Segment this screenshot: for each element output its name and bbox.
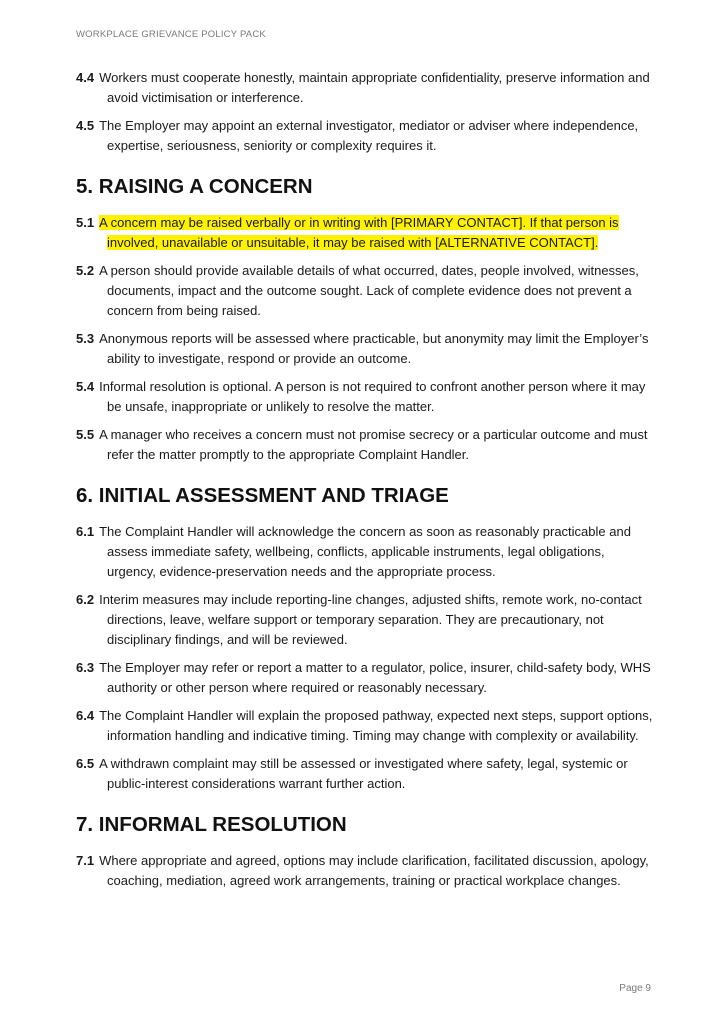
clause-number: 4.5 xyxy=(76,118,95,133)
clause-number: 5.2 xyxy=(76,263,95,278)
running-header: WORKPLACE GRIEVANCE POLICY PACK xyxy=(76,29,266,40)
clause-text: The Employer may refer or report a matter to a regulator, police, insurer, child-safety body, WHS authority or other person where required or reasonably necessary. xyxy=(99,660,651,695)
clause-text: The Complaint Handler will acknowledge the concern as soon as reasonably practicable and assess immediate safety, wellbeing, conflicts, applicable instruments, legal obligations, urgency, evidence-preservation needs and the appropriate process. xyxy=(99,524,631,579)
section-heading: 6. INITIAL ASSESSMENT AND TRIAGE xyxy=(76,484,449,507)
document-body xyxy=(76,68,654,899)
clause-number: 6.3 xyxy=(76,660,95,675)
clause-6-5 xyxy=(76,754,654,794)
section-initial-assessment-and-triage xyxy=(76,483,654,794)
clause-text: Interim measures may include reporting-line changes, adjusted shifts, remote work, no-contact directions, leave, welfare support or temporary separation. They are precautionary, not disciplinary findings, and will be reviewed. xyxy=(99,592,642,647)
clause-number: 6.1 xyxy=(76,524,95,539)
clause-text: The Employer may appoint an external investigator, mediator or adviser where independence, expertise, seriousness, seniority or complexity requires it. xyxy=(99,118,639,153)
section-heading: 5. RAISING A CONCERN xyxy=(76,175,313,198)
clause-5-4 xyxy=(76,377,654,417)
clause-number: 6.2 xyxy=(76,592,95,607)
section-informal-resolution xyxy=(76,812,654,891)
clause-6-1 xyxy=(76,522,654,582)
clause-number: 6.5 xyxy=(76,756,95,771)
clause-4-5 xyxy=(76,116,654,156)
clause-5-5 xyxy=(76,425,654,465)
clause-5-2 xyxy=(76,261,654,321)
clause-text: A withdrawn complaint may still be assessed or investigated where safety, legal, systemic or public-interest considerations warrant further action. xyxy=(99,756,628,791)
clause-number: 5.4 xyxy=(76,379,95,394)
clause-number: 4.4 xyxy=(76,70,95,85)
highlighted-clause-text: A concern may be raised verbally or in writing with [PRIMARY CONTACT]. If that person is involved, unavailable or unsuitable, it may be raised with [ALTERNATIVE CONTACT]. xyxy=(99,215,619,250)
section-raising-a-concern xyxy=(76,174,654,465)
section-heading: 7. INFORMAL RESOLUTION xyxy=(76,813,347,836)
clause-number: 7.1 xyxy=(76,853,95,868)
clause-text: Informal resolution is optional. A person is not required to confront another person where it may be unsafe, inappropriate or unlikely to resolve the matter. xyxy=(99,379,646,414)
clause-text: Workers must cooperate honestly, maintain appropriate confidentiality, preserve information and avoid victimisation or interference. xyxy=(99,70,650,105)
clause-6-2 xyxy=(76,590,654,650)
clause-text: Anonymous reports will be assessed where practicable, but anonymity may limit the Employer’s ability to investigate, respond or provide an outcome. xyxy=(99,331,649,366)
clause-text: Where appropriate and agreed, options may include clarification, facilitated discussion, apology, coaching, mediation, agreed work arrangements, training or practical workplace changes. xyxy=(99,853,649,888)
clause-number: 5.3 xyxy=(76,331,95,346)
clause-number: 5.1 xyxy=(76,215,95,230)
clause-6-3 xyxy=(76,658,654,698)
clause-number: 6.4 xyxy=(76,708,95,723)
clause-text: The Complaint Handler will explain the proposed pathway, expected next steps, support options, information handling and indicative timing. Timing may change with complexity or availability. xyxy=(99,708,653,743)
page-number: Page 9 xyxy=(619,983,651,994)
clause-5-3 xyxy=(76,329,654,369)
intro-clauses xyxy=(76,68,654,156)
clause-4-4 xyxy=(76,68,654,108)
clause-7-1 xyxy=(76,851,654,891)
clause-text: A manager who receives a concern must not promise secrecy or a particular outcome and must refer the matter promptly to the appropriate Complaint Handler. xyxy=(99,427,648,462)
clause-text: A person should provide available details of what occurred, dates, people involved, witnesses, documents, impact and the outcome sought. Lack of complete evidence does not prevent a concern from being raised. xyxy=(99,263,639,318)
clause-number: 5.5 xyxy=(76,427,95,442)
clause-5-1 xyxy=(76,213,654,253)
clause-6-4 xyxy=(76,706,654,746)
